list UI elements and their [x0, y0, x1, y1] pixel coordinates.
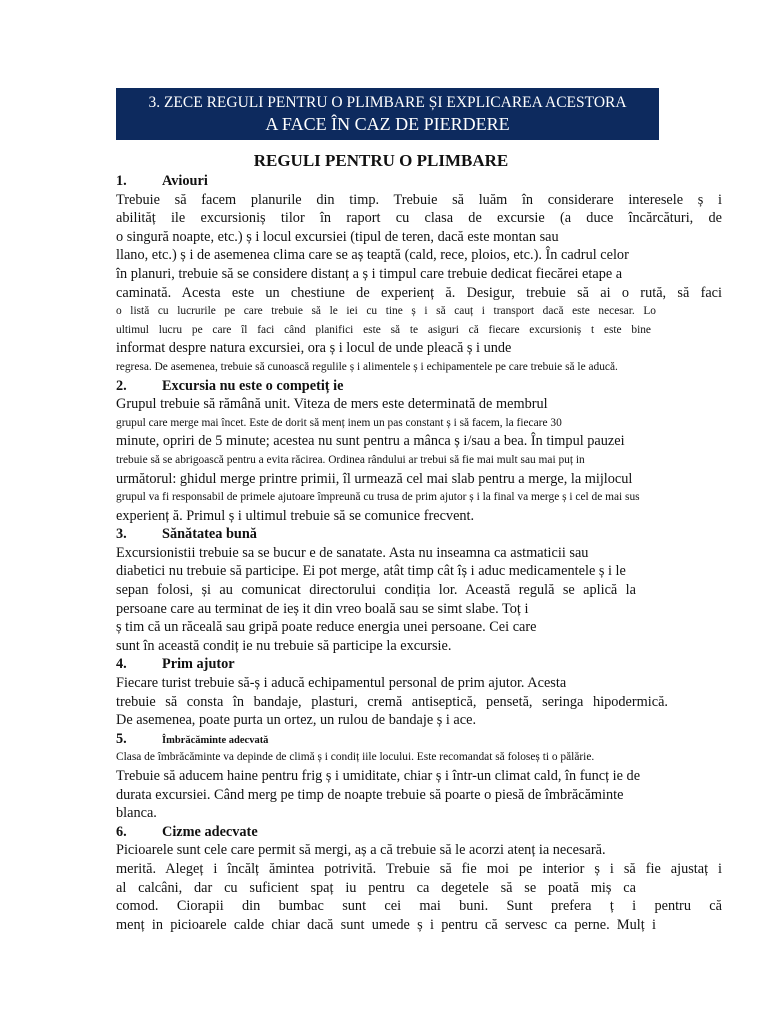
section-heading — [116, 730, 722, 749]
section-title: Excursia nu este o competiț ie — [162, 377, 344, 394]
paragraph-line: llano, etc.) ș i de asemenea clima care se aș teaptă (cald, rece, ploios, etc.). În cadrul celor — [116, 247, 629, 264]
paragraph-line: experienț ă. Primul ș i ultimul trebuie să se comunice frecvent. — [116, 507, 475, 524]
paragraph-line: Fiecare turist trebuie să-ș i aducă echipamentul personal de prim ajutor. Acesta — [116, 675, 567, 692]
section-title: Îmbrăcăminte adecvată — [162, 734, 269, 746]
paragraph-line: De asemenea, poate purta un ortez, un rulou de bandaje ș i ace. — [116, 712, 477, 729]
paragraph-line: comod. Ciorapii din bumbac sunt cei mai buni. Sunt prefera ț i pentru că — [116, 898, 722, 915]
section-number: 4. — [116, 656, 127, 673]
paragraph-line: regresa. De asemenea, trebuie să cunoască regulile ș i alimentele ș i echipamentele pe care trebuie să le aducă. — [116, 360, 618, 373]
section-heading — [116, 377, 722, 396]
section-heading — [116, 172, 722, 191]
section-number: 1. — [116, 173, 127, 189]
paragraph-line: Trebuie să aducem haine pentru frig ș i umiditate, chiar ș i într-un climat cald, în funcț ie de — [116, 768, 641, 784]
document-body — [116, 172, 722, 934]
paragraph-line: caminată. Acesta este un chestiune de experienț ă. Desigur, trebuie să ai o rută, să faci — [116, 284, 722, 301]
paragraph-line: blanca. — [116, 805, 157, 822]
paragraph-line: minute, opriri de 5 minute; acestea nu sunt pentru a mânca ș i/sau a bea. În timpul pauzei — [116, 433, 625, 450]
paragraph-line: o singură noapte, etc.) ș i locul excursiei (tipul de teren, dacă este montan sau — [116, 228, 559, 245]
paragraph-line: al calcâni, dar cu suficient spaț iu pentru ca degetele să se poată miș ca — [116, 879, 636, 896]
banner-line-1: 3. ZECE REGULI PENTRU O PLIMBARE ȘI EXPLICAREA ACESTORA — [148, 94, 627, 111]
section-title: Sănătatea bună — [162, 526, 257, 543]
paragraph-line: grupul care merge mai încet. Este de dorit să menț inem un pas constant ș i să facem, la fiecare 30 — [116, 416, 562, 429]
section-title: Aviouri — [162, 173, 208, 189]
section-number: 6. — [116, 823, 127, 840]
paragraph-line: o listă cu lucrurile pe care trebuie să le iei cu tine ș i să cauț i transport dacă este necesar. Lo — [116, 305, 656, 318]
section-heading — [116, 525, 722, 544]
paragraph-line: merită. Alegeț i încălț ămintea potrivită. Trebuie să fie moi pe interior ș i să fie ajustaț i — [116, 860, 722, 877]
paragraph-line: persoane care au terminat de ieș it din vreo boală sau se simt slabe. Toț i — [116, 600, 529, 617]
section-heading — [116, 655, 722, 674]
paragraph-line: Excursionistii trebuie sa se bucur e de sanatate. Asta nu inseamna ca astmaticii sau — [116, 544, 589, 561]
section-number: 2. — [116, 377, 127, 394]
title-banner — [116, 88, 659, 140]
paragraph-line: informat despre natura excursiei, ora ș i locul de unde pleacă ș i unde — [116, 340, 512, 357]
paragraph-line: ș tim că un răceală sau gripă poate reduce energia unei persoane. Cei care — [116, 619, 537, 636]
document-title: REGULI PENTRU O PLIMBARE — [253, 151, 509, 170]
banner-line-2: A FACE ÎN CAZ DE PIERDERE — [265, 114, 510, 134]
paragraph-line: Picioarele sunt cele care permit să mergi, aș a că trebuie să le acorzi atenț ia necesară. — [116, 842, 606, 859]
paragraph-line: Trebuie să facem planurile din timp. Trebuie să luăm în considerare interesele ș i — [116, 191, 722, 208]
paragraph-line: următorul: ghidul merge printre primii, îl urmează cel mai slab pentru a merge, la mijlocul — [116, 470, 633, 487]
section-heading — [116, 823, 722, 842]
section-number: 3. — [116, 526, 127, 543]
paragraph-line: sunt în această condiț ie nu trebuie să participe la excursie. — [116, 637, 452, 654]
paragraph-line: abilităț ile excursioniș tilor în raport cu clasa de excursie (a duce încărcături, de — [116, 210, 722, 227]
paragraph-line: Clasa de îmbrăcăminte va depinde de climă ș i condiț iile locului. Este recomandat să foloseș ti o pălărie. — [116, 751, 595, 764]
section-title: Cizme adecvate — [162, 823, 258, 840]
paragraph-line: grupul va fi responsabil de primele ajutoare împreună cu trusa de prim ajutor ș i la final va merge ș i cel de mai sus — [116, 491, 640, 504]
paragraph-line: în planuri, trebuie să se considere distanț a ș i timpul care trebuie dedicat fiecărei etape a — [116, 265, 623, 282]
paragraph-line: trebuie să consta în bandaje, plasturi, cremă antiseptică, pensetă, seringa hipodermică. — [116, 693, 668, 710]
paragraph-line: Grupul trebuie să rămână unit. Viteza de mers este determinată de membrul — [116, 396, 548, 413]
paragraph-line: sepan folosi, și au comunicat directorului condiția lor. Această regulă se aplică la — [116, 582, 636, 599]
paragraph-line: ultimul lucru pe care îl faci când planifici este să te asiguri că fiecare excursioniș t este bine — [116, 323, 651, 336]
paragraph-line: diabetici nu trebuie să participe. Ei pot merge, atât timp cât îș i aduc medicamentele ș i le — [116, 563, 626, 580]
section-number: 5. — [116, 730, 127, 747]
paragraph-line: menț in picioarele calde chiar dacă sunt umede ș i pentru că servesc ca perne. Mulț i — [116, 916, 656, 933]
paragraph-line: durata excursiei. Când merg pe timp de noapte trebuie să poarte o piesă de îmbrăcăminte — [116, 786, 624, 803]
section-title: Prim ajutor — [162, 656, 235, 673]
paragraph-line: trebuie să se abrigoască pentru a evita răcirea. Ordinea rândului ar trebui să fie mai mult sau mai puț in — [116, 453, 585, 466]
